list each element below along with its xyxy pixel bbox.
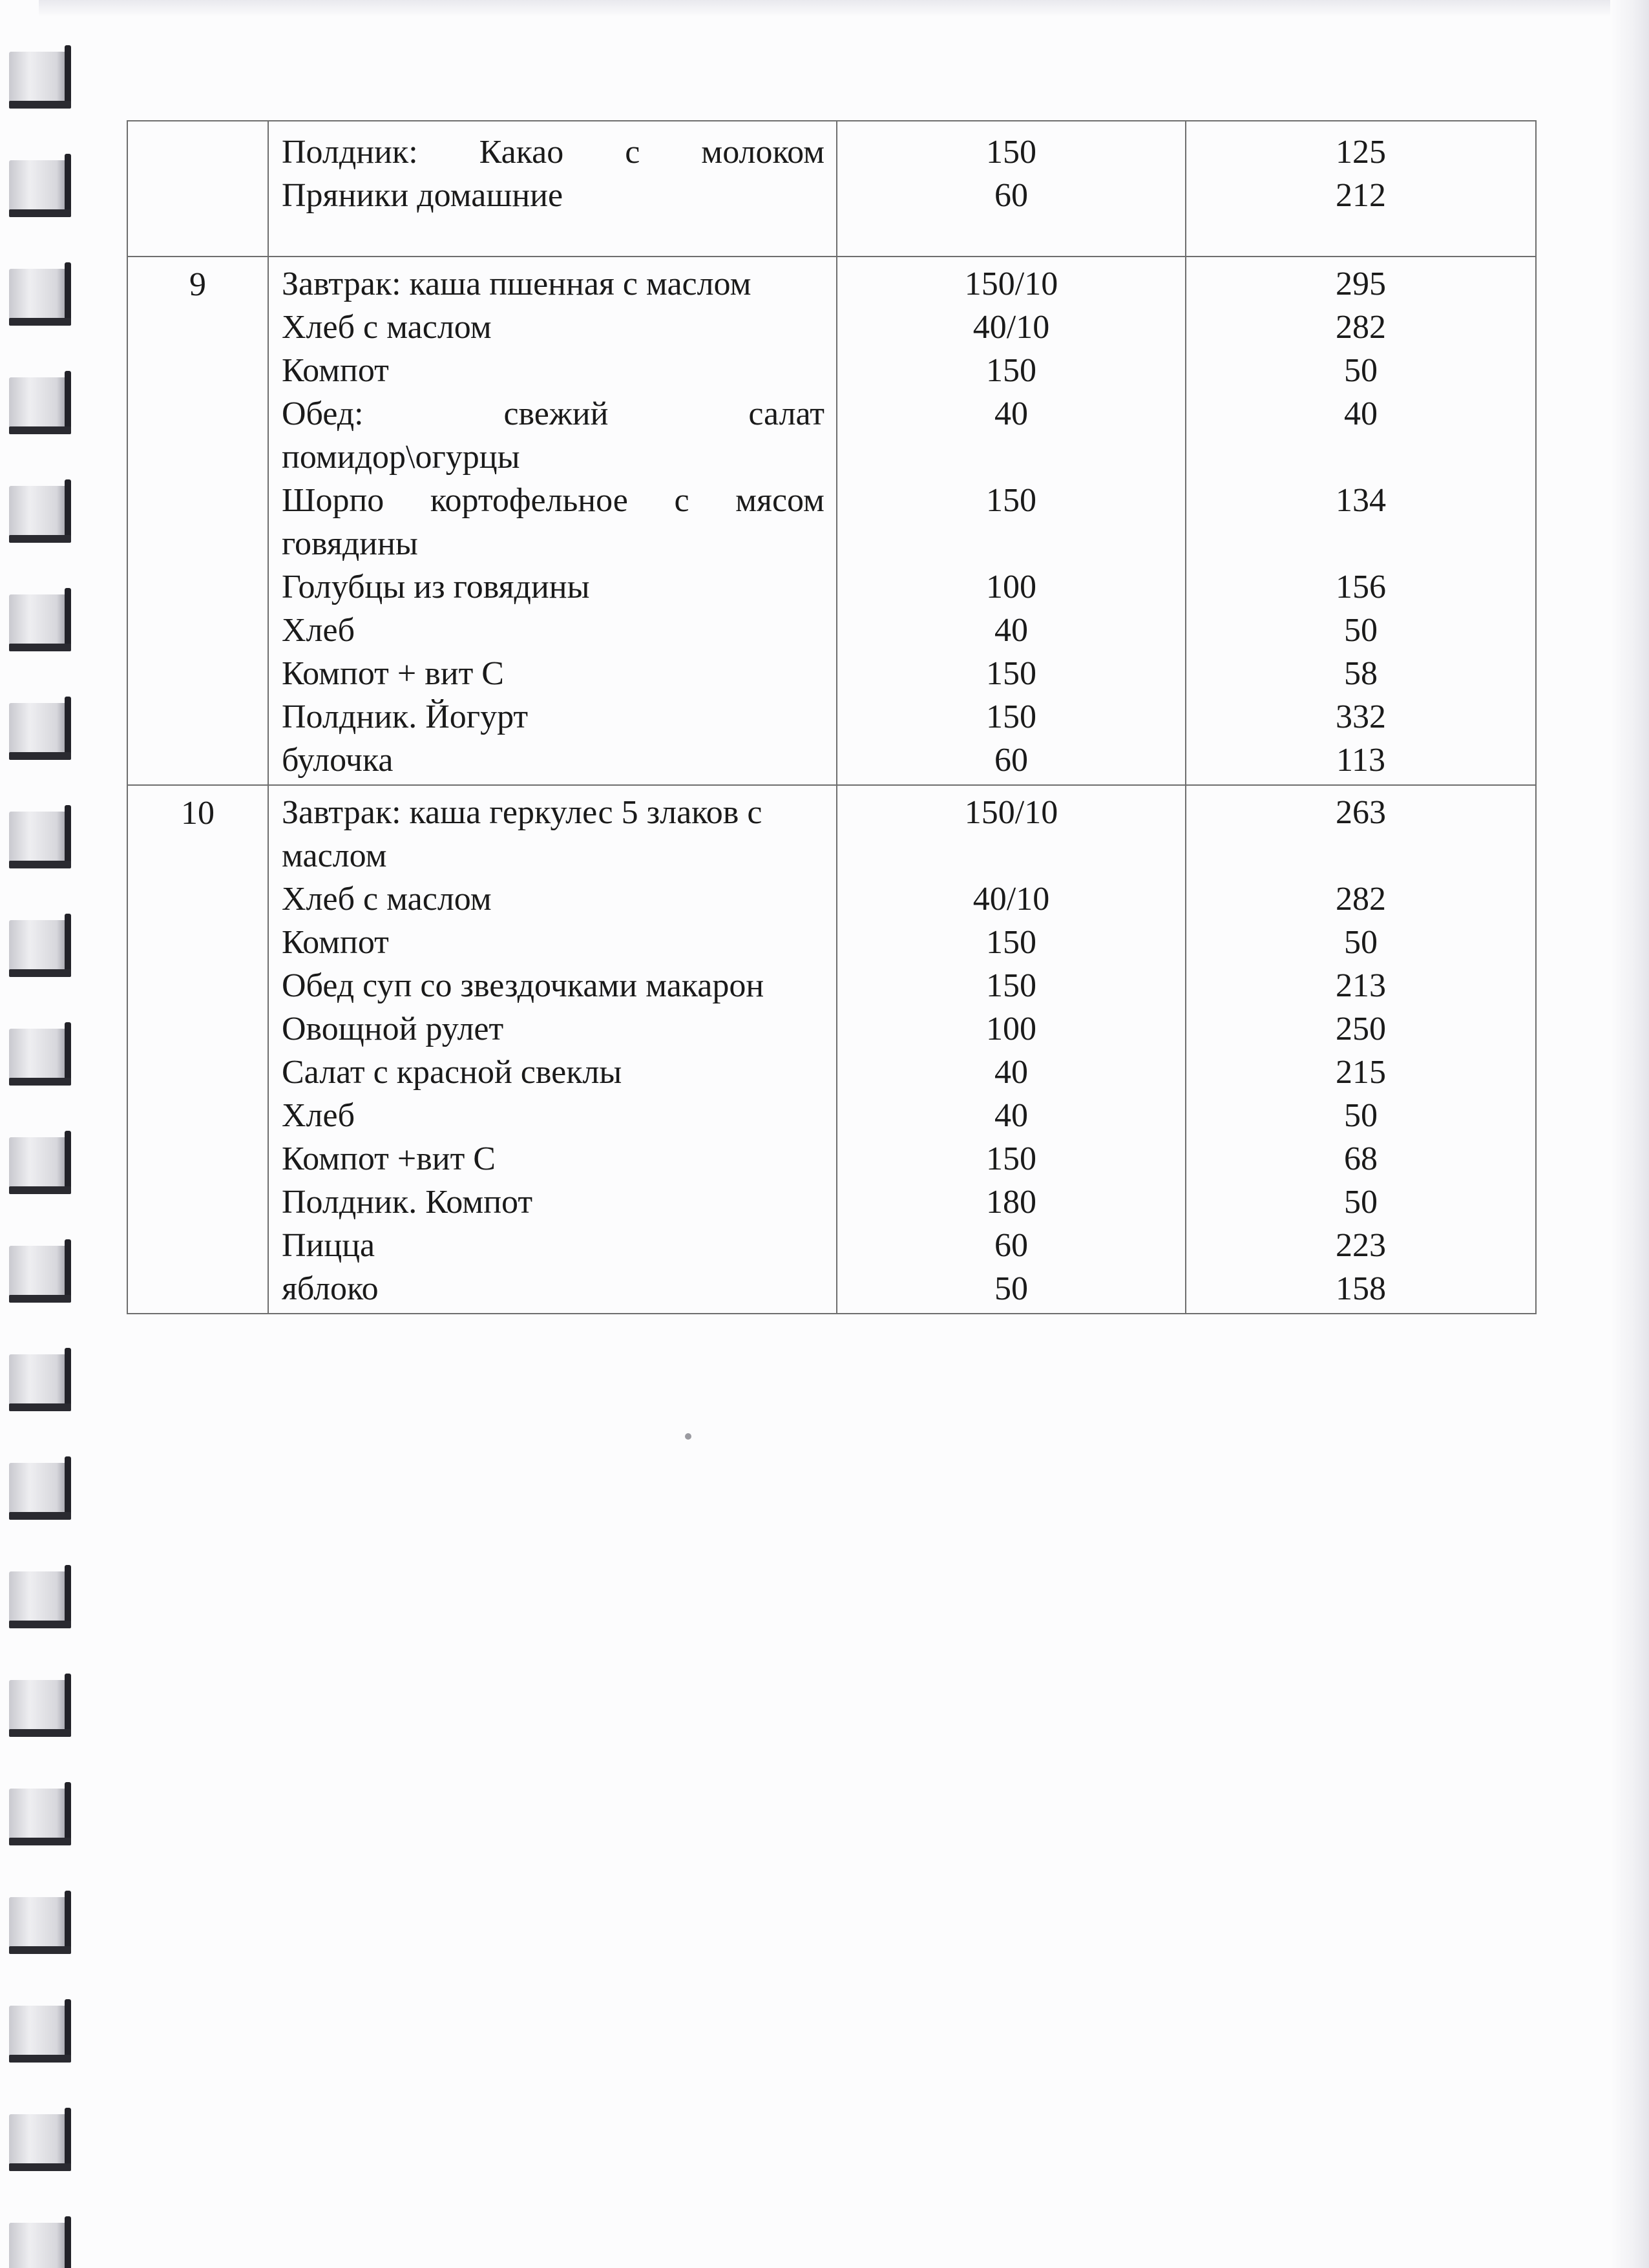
dish-name: Полдник. Компот	[282, 1184, 533, 1221]
binding-ring	[9, 1565, 71, 1628]
portion-weight: 60	[994, 1227, 1028, 1264]
binding-ring	[9, 1239, 71, 1303]
dish-name: яблоко	[282, 1270, 379, 1307]
portion-weight: 150	[986, 698, 1036, 735]
energy-value: 50	[1344, 924, 1378, 961]
energy-value: 68	[1344, 1140, 1378, 1177]
dish-name-word: Какао	[479, 134, 564, 171]
dish-name-word: Шорпо	[282, 482, 384, 519]
binding-ring	[9, 154, 71, 217]
kcal-list-cell	[1186, 257, 1536, 785]
portion-weight: 150	[986, 924, 1036, 961]
portion-weight: 60	[994, 742, 1028, 779]
energy-value: 212	[1336, 177, 1386, 214]
energy-value: 332	[1336, 698, 1386, 735]
dish-name-word: свежий	[503, 395, 609, 432]
portion-weight: 40	[994, 1054, 1028, 1091]
dish-list-cell	[268, 257, 837, 785]
energy-value	[1186, 522, 1535, 565]
menu-day-row	[127, 785, 1536, 1314]
dish-name-word: молоком	[701, 134, 824, 171]
portion-weight: 150	[986, 655, 1036, 692]
portion-weight: 150/10	[964, 266, 1058, 302]
energy-value: 282	[1336, 881, 1386, 918]
energy-value: 282	[1336, 309, 1386, 346]
binding-ring	[9, 1456, 71, 1520]
binding-ring	[9, 1022, 71, 1086]
binding-ring	[9, 45, 71, 109]
kcal-list-cell	[1186, 785, 1536, 1314]
energy-value: 50	[1344, 1184, 1378, 1221]
portion-weight	[837, 436, 1185, 479]
binding-ring	[9, 371, 71, 434]
energy-value: 215	[1336, 1054, 1386, 1091]
kcal-list-cell	[1186, 121, 1536, 257]
scan-shadow-top	[39, 0, 1622, 17]
energy-value: 50	[1344, 612, 1378, 649]
scan-shadow-right	[1610, 0, 1649, 2268]
dish-name: помидор\огурцы	[282, 439, 520, 476]
dish-list-cell	[268, 785, 837, 1314]
energy-value	[1186, 834, 1535, 877]
portion-weight: 40/10	[972, 881, 1050, 918]
portion-weight: 150	[986, 967, 1036, 1004]
dish-name: маслом	[282, 837, 387, 874]
portion-weight: 150	[986, 134, 1036, 171]
energy-value: 40	[1344, 395, 1378, 432]
dish-name: Овощной рулет	[282, 1011, 504, 1047]
energy-value: 263	[1336, 794, 1386, 831]
portion-weight	[837, 834, 1185, 877]
portion-weight: 40	[994, 395, 1028, 432]
energy-value: 213	[1336, 967, 1386, 1004]
dish-name-word: Полдник:	[282, 134, 418, 171]
dish-name: Полдник. Йогурт	[282, 698, 529, 735]
portion-weight: 40/10	[972, 309, 1050, 346]
menu-day-row	[127, 121, 1536, 257]
dish-name: Пряники домашние	[282, 177, 563, 214]
energy-value: 158	[1336, 1270, 1386, 1307]
portion-weight: 150/10	[964, 794, 1058, 831]
dish-name-word: Обед:	[282, 395, 364, 432]
binding-ring	[9, 1891, 71, 1954]
day-number: 10	[181, 795, 215, 832]
portion-weight: 150	[986, 482, 1036, 519]
portion-weight	[837, 522, 1185, 565]
scan-speck	[685, 1433, 691, 1440]
binding-ring	[9, 2108, 71, 2171]
dish-name-word: мясом	[735, 482, 824, 519]
binding-ring	[9, 1348, 71, 1411]
portion-weight: 60	[994, 177, 1028, 214]
dish-name: Завтрак: каша геркулес 5 злаков с	[282, 794, 762, 831]
portion-weight: 150	[986, 1140, 1036, 1177]
energy-value: 134	[1336, 482, 1386, 519]
dish-name: Компот	[282, 924, 389, 961]
spiral-binding	[0, 0, 84, 2268]
dish-name: Пицца	[282, 1227, 375, 1264]
dish-name-word: кортофельное	[430, 482, 628, 519]
portion-weight: 100	[986, 1011, 1036, 1047]
energy-value: 250	[1336, 1011, 1386, 1047]
binding-ring	[9, 697, 71, 760]
dish-name: Компот + вит С	[282, 655, 504, 692]
binding-ring	[9, 1131, 71, 1194]
dish-name-word: с	[674, 482, 689, 519]
day-number-cell	[127, 257, 268, 785]
energy-value: 50	[1344, 352, 1378, 389]
dish-list-cell	[268, 121, 837, 257]
dish-name: Завтрак: каша пшенная с маслом	[282, 266, 751, 302]
weight-list-cell	[837, 257, 1186, 785]
energy-value	[1186, 436, 1535, 479]
weight-list-cell	[837, 785, 1186, 1314]
binding-ring	[9, 914, 71, 977]
energy-value: 113	[1336, 742, 1386, 779]
dish-name: Обед суп со звездочками макарон	[282, 967, 764, 1004]
day-number-cell	[127, 785, 268, 1314]
portion-weight: 40	[994, 612, 1028, 649]
dish-name: Хлеб с маслом	[282, 881, 492, 918]
portion-weight: 100	[986, 569, 1036, 605]
energy-value: 156	[1336, 569, 1386, 605]
dish-name: Хлеб	[282, 1097, 355, 1134]
energy-value: 58	[1344, 655, 1378, 692]
portion-weight: 50	[994, 1270, 1028, 1307]
dish-name: говядины	[282, 525, 418, 562]
binding-ring	[9, 262, 71, 326]
dish-name	[269, 131, 836, 174]
energy-value: 50	[1344, 1097, 1378, 1134]
dish-name: Голубцы из говядины	[282, 569, 590, 605]
energy-value: 125	[1336, 134, 1386, 171]
binding-ring	[9, 588, 71, 651]
menu-day-row	[127, 257, 1536, 785]
binding-ring	[9, 479, 71, 543]
weight-list-cell	[837, 121, 1186, 257]
day-number: 9	[189, 266, 206, 303]
dish-name-word: с	[625, 134, 640, 171]
portion-weight: 40	[994, 1097, 1028, 1134]
energy-value: 223	[1336, 1227, 1386, 1264]
dish-name-word: салат	[748, 395, 824, 432]
day-number-cell	[127, 121, 268, 257]
dish-name: Хлеб	[282, 612, 355, 649]
portion-weight: 180	[986, 1184, 1036, 1221]
dish-name: Компот +вит С	[282, 1140, 496, 1177]
portion-weight: 150	[986, 352, 1036, 389]
dish-name: Хлеб с маслом	[282, 309, 492, 346]
binding-ring	[9, 2216, 71, 2268]
binding-ring	[9, 1674, 71, 1737]
dish-name	[269, 392, 836, 436]
binding-ring	[9, 1782, 71, 1845]
energy-value: 295	[1336, 266, 1386, 302]
binding-ring	[9, 805, 71, 868]
menu-table	[127, 120, 1537, 1314]
dish-name: Салат с красной свеклы	[282, 1054, 622, 1091]
dish-name	[269, 479, 836, 522]
dish-name: булочка	[282, 742, 394, 779]
binding-ring	[9, 1999, 71, 2063]
dish-name: Компот	[282, 352, 389, 389]
